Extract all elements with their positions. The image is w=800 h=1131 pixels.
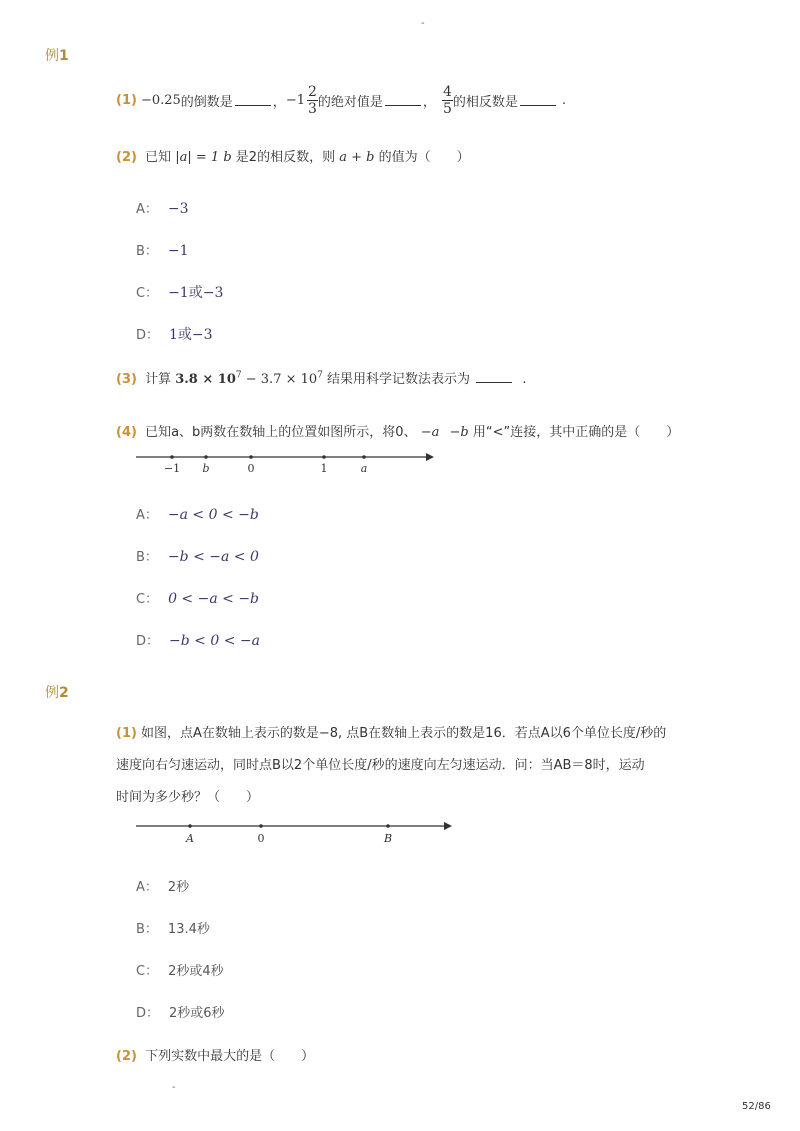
option-letter: A： xyxy=(136,508,158,523)
option-value: −b < −a < 0 xyxy=(167,549,259,565)
option-letter: A： xyxy=(136,880,158,895)
option-c[interactable] xyxy=(136,282,223,302)
mixed-number-whole: −1 xyxy=(285,92,305,108)
example-number: 2 xyxy=(59,685,69,701)
option-value: 1或−3 xyxy=(169,327,213,343)
bottom-mark: - xyxy=(172,1082,176,1093)
option-d[interactable] xyxy=(136,1002,225,1021)
option-value: −b < 0 < −a xyxy=(169,633,260,649)
option-value: 2秒或6秒 xyxy=(169,1006,225,1021)
option-value: 0 < −a < −b xyxy=(168,591,260,607)
option-c[interactable] xyxy=(136,588,259,607)
ex1-q4 xyxy=(116,421,679,440)
fraction xyxy=(442,84,453,117)
question-text: 已知 xyxy=(145,150,172,165)
number-line-1 xyxy=(136,450,436,478)
axis-label: B xyxy=(383,832,393,845)
math-expression: a + b xyxy=(339,150,375,165)
question-text: 的绝对值是 xyxy=(317,94,383,110)
ex1-q1 xyxy=(116,80,566,120)
ex2-q1 xyxy=(116,718,716,814)
period: . xyxy=(561,92,567,108)
separator: ， xyxy=(272,94,286,110)
separator: ， xyxy=(422,94,436,110)
question-number: (4) xyxy=(116,425,137,440)
question-text: 是2的相反数，则 xyxy=(235,150,336,165)
question-number: (2) xyxy=(116,1049,137,1064)
question-number: (1) xyxy=(116,726,137,741)
option-b[interactable] xyxy=(136,918,210,937)
axis-label: −1 xyxy=(163,462,181,475)
question-text: 计算 xyxy=(145,372,172,387)
math-expression: |a| = 1 xyxy=(175,150,220,165)
option-d[interactable] xyxy=(136,630,260,649)
option-a[interactable] xyxy=(136,504,259,523)
period: . xyxy=(522,372,527,387)
answer-blank[interactable] xyxy=(520,95,556,106)
example-number: 1 xyxy=(59,48,69,64)
option-value: −3 xyxy=(167,201,189,217)
question-text: 的值为（ ） xyxy=(378,150,470,165)
page-number: 52/86 xyxy=(742,1101,771,1112)
question-text-line2: 速度向右匀速运动，同时点B以2个单位长度/秒的速度向左匀速运动．问：当AB＝8时，运动 xyxy=(116,758,645,773)
option-value: −1或−3 xyxy=(168,285,224,301)
math-value: −0.25 xyxy=(140,92,181,108)
math-variable: b xyxy=(223,150,232,165)
option-d[interactable] xyxy=(136,324,213,344)
math-expression: 3.8 × 10 xyxy=(175,372,236,387)
option-b[interactable] xyxy=(136,240,189,259)
question-text: 用“<”连接，其中正确的是（ ） xyxy=(472,425,680,440)
answer-blank[interactable] xyxy=(385,95,421,106)
fraction-numerator: 4 xyxy=(442,83,452,100)
math-expression: −b xyxy=(449,425,469,440)
option-letter: D： xyxy=(136,1006,160,1021)
answer-blank[interactable] xyxy=(476,372,512,383)
question-text-line3: 时间为多少秒？（ ） xyxy=(116,790,260,805)
option-value: 2秒 xyxy=(167,880,190,895)
ex1-q2 xyxy=(116,146,470,165)
option-value: −a < 0 < −b xyxy=(167,507,259,523)
option-letter: C： xyxy=(136,286,159,301)
question-number: (2) xyxy=(116,150,137,165)
question-text: 已知a、b两数在数轴上的位置如图所示，将0、 xyxy=(145,425,417,440)
axis-label: a xyxy=(360,462,368,475)
option-letter: B： xyxy=(136,550,158,565)
option-value: −1 xyxy=(167,243,189,259)
example-1-label xyxy=(45,45,69,65)
ex1-q3 xyxy=(116,368,526,387)
option-value: 13.4秒 xyxy=(167,922,210,937)
option-b[interactable] xyxy=(136,546,259,565)
option-a[interactable] xyxy=(136,876,189,895)
fraction xyxy=(307,84,318,117)
axis-label: 0 xyxy=(257,832,265,845)
option-letter: C： xyxy=(136,964,159,979)
option-letter: B： xyxy=(136,922,158,937)
axis-label: 1 xyxy=(320,462,328,475)
math-exponent: 7 xyxy=(317,370,323,381)
axis-label: 0 xyxy=(247,462,255,475)
answer-blank[interactable] xyxy=(235,95,271,106)
axis-label: A xyxy=(186,832,194,845)
question-text: 下列实数中最大的是（ ） xyxy=(145,1049,315,1064)
example-2-label xyxy=(45,682,69,702)
top-mark: - xyxy=(421,18,425,29)
question-text: 结果用科学记数法表示为 xyxy=(327,372,471,387)
fraction-numerator: 2 xyxy=(307,83,317,100)
option-letter: A： xyxy=(136,202,158,217)
option-letter: C： xyxy=(136,592,159,607)
example-prefix: 例 xyxy=(45,48,59,64)
question-text: 的相反数是 xyxy=(452,94,518,110)
fraction-denominator: 5 xyxy=(442,100,452,117)
question-text: 的倒数是 xyxy=(180,94,233,110)
math-expression: − 3.7 × 10 xyxy=(245,372,318,387)
option-letter: D： xyxy=(136,328,160,343)
number-line-2 xyxy=(136,818,456,848)
fraction-denominator: 3 xyxy=(307,100,317,117)
example-prefix: 例 xyxy=(45,685,59,701)
math-exponent: 7 xyxy=(235,370,242,381)
question-number: (3) xyxy=(116,372,137,387)
option-a[interactable] xyxy=(136,198,189,217)
option-letter: B： xyxy=(136,244,158,259)
question-text-line1: 如图，点A在数轴上表示的数是−8, 点B在数轴上表示的数是16．若点A以6个单位长度/秒的 xyxy=(140,726,667,741)
question-number: (1) xyxy=(116,92,137,108)
math-expression: −a xyxy=(420,425,440,440)
option-c[interactable] xyxy=(136,960,224,979)
option-letter: D： xyxy=(136,634,160,649)
axis-label: b xyxy=(202,462,210,475)
ex2-q2 xyxy=(116,1045,314,1064)
option-value: 2秒或4秒 xyxy=(168,964,224,979)
